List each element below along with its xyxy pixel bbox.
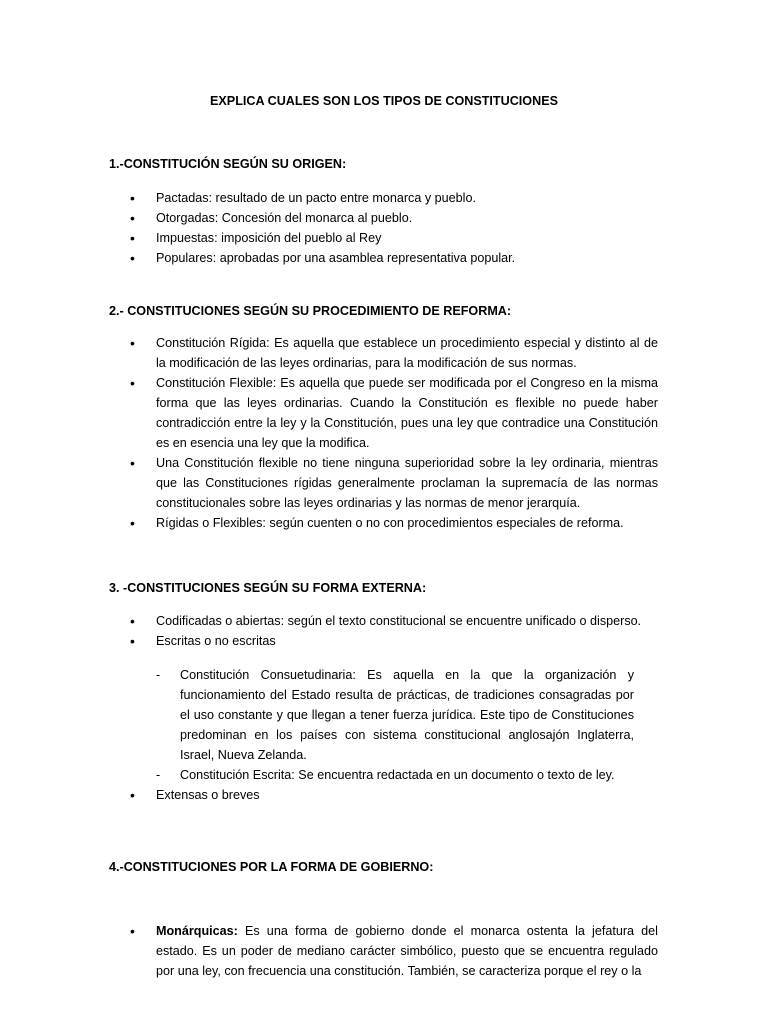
section-4-list bbox=[0, 921, 658, 981]
section-1-list bbox=[0, 188, 658, 268]
sublist-item: - Constitución Consuetudinaria: Es aquella en la que la organización y funcionamiento del Estado resulta de prácticas, de tradiciones consagradas por el uso constante y que llegan a tener fuerza jurídica. Este tipo de Constituciones predominan en los países con sistema constitucional anglosajón Inglaterra, Israel, Nueva Zelanda. bbox=[156, 665, 634, 765]
list-item: • Extensas o breves bbox=[0, 785, 658, 805]
section-2-heading: 2.- CONSTITUCIONES SEGÚN SU PROCEDIMIENTO DE REFORMA: bbox=[109, 304, 512, 318]
list-item: • Pactadas: resultado de un pacto entre monarca y pueblo. bbox=[0, 188, 658, 208]
list-item: • Una Constitución flexible no tiene ninguna superioridad sobre la ley ordinaria, mientras que las Constituciones rígidas generalmente proclaman la supremacía de las normas constitucionales sobre las leyes ordinarias y las normas de menor jerarquía. bbox=[0, 453, 658, 513]
list-item bbox=[0, 921, 658, 981]
section-3-heading: 3. -CONSTITUCIONES SEGÚN SU FORMA EXTERNA: bbox=[109, 581, 427, 595]
section-4-heading: 4.-CONSTITUCIONES POR LA FORMA DE GOBIERNO: bbox=[109, 860, 434, 874]
list-item: • Impuestas: imposición del pueblo al Rey bbox=[0, 228, 658, 248]
section-1-heading: 1.-CONSTITUCIÓN SEGÚN SU ORIGEN: bbox=[109, 157, 347, 171]
list-item: • Populares: aprobadas por una asamblea representativa popular. bbox=[0, 248, 658, 268]
list-item-text: Es una forma de gobierno donde el monarca ostenta la jefatura del estado. Es un poder de mediano carácter simbólico, puesto que se encuentra regulado por una ley, con frecuencia una constitución. También, se caracteriza porque el rey o la bbox=[156, 924, 658, 978]
list-item: • Rígidas o Flexibles: según cuenten o no con procedimientos especiales de reforma. bbox=[0, 513, 658, 533]
list-item: • Otorgadas: Concesión del monarca al pueblo. bbox=[0, 208, 658, 228]
list-item-term: Monárquicas: bbox=[156, 924, 238, 938]
list-item: • Constitución Rígida: Es aquella que establece un procedimiento especial y distinto al de la modificación de las leyes ordinarias, para la modificación de sus normas. bbox=[0, 333, 658, 373]
list-item-text: Escritas o no escritas bbox=[156, 634, 276, 648]
list-item: • Codificadas o abiertas: según el texto constitucional se encuentre unificado o disperso. bbox=[0, 611, 658, 631]
sublist-item: - Constitución Escrita: Se encuentra redactada en un documento o texto de ley. bbox=[156, 765, 634, 785]
list-item: • Constitución Flexible: Es aquella que puede ser modificada por el Congreso en la misma forma que las leyes ordinarias. Cuando la Constitución es flexible no puede haber contradicción entre la ley y la Constitución, pues una ley que contradice una Constitución es en esencia una ley que la modifica. bbox=[0, 373, 658, 453]
section-3-sublist bbox=[156, 665, 658, 785]
section-3-list bbox=[0, 611, 658, 805]
document-title: EXPLICA CUALES SON LOS TIPOS DE CONSTITUCIONES bbox=[210, 94, 558, 108]
section-2-list bbox=[0, 333, 658, 533]
list-item bbox=[0, 631, 658, 785]
